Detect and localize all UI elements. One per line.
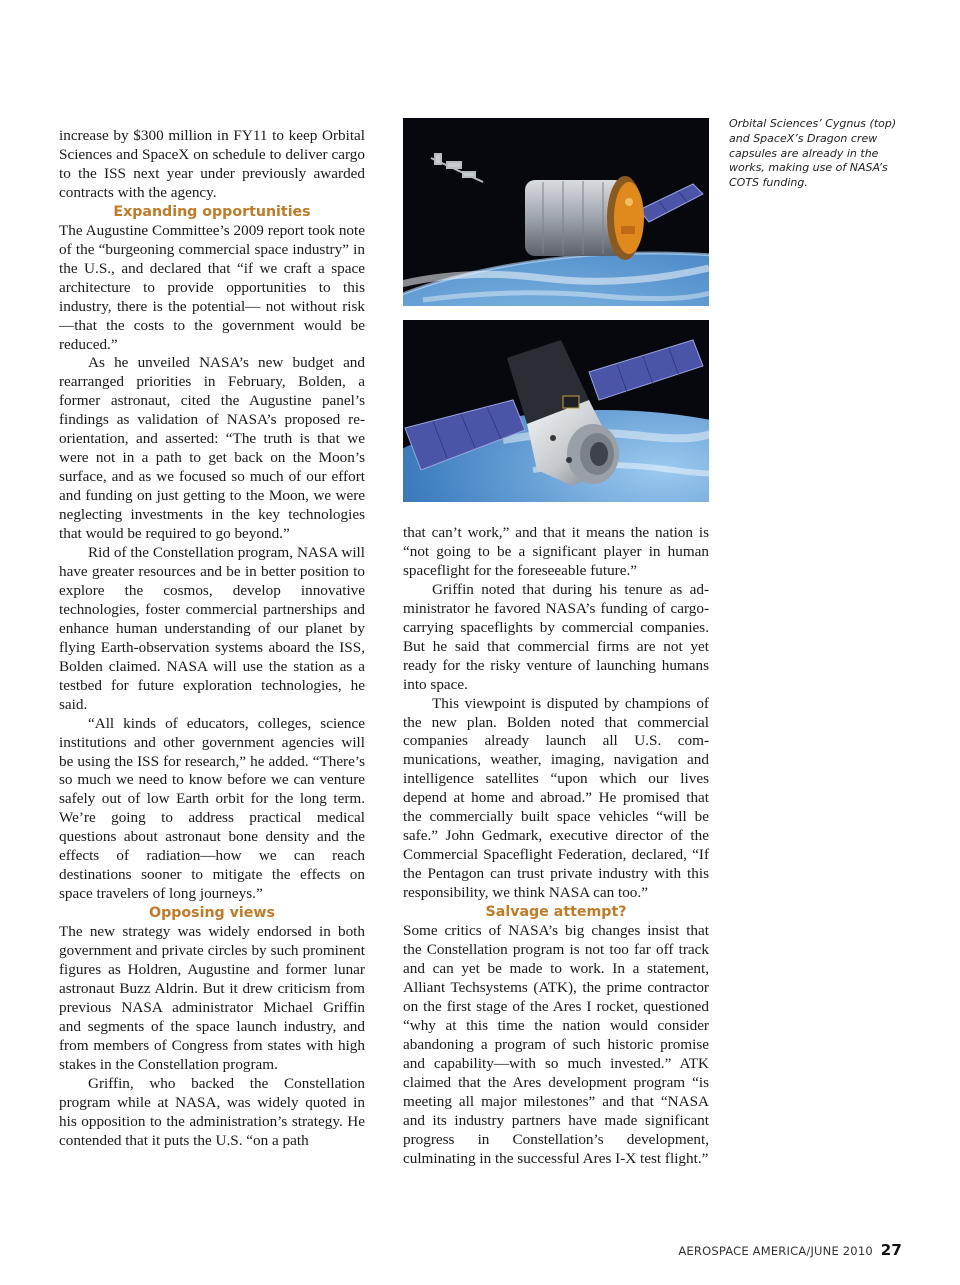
middle-column bbox=[403, 524, 709, 1168]
paragraph: The Augustine Committee’s 2009 report took note of the “burgeoning commercial space industry” in the U.S., and declared that “if we craft a space architecture to provide opportunities to this industry, there is the potential— not without risk—that the costs to the government would be reduced.” bbox=[59, 221, 365, 353]
cygnus-capsule-photo bbox=[403, 118, 709, 306]
paragraph: Griffin, who backed the Constellation program while at NASA, was widely quoted in his opposition to the administration’s strategy. He contended that it puts the U.S. “on a path bbox=[59, 1074, 365, 1149]
paragraph: Some critics of NASA’s big changes insist that the Constellation program is not too far off track and can yet be made to work. In a statement, Alliant Techsystems (ATK), the prime contractor on the first stage of the Ares I rocket, questioned “why at this time the nation would consider abandoning a program of such historic promise and capability—with so much invested.” ATK claimed that the Ares development program “is meeting all major milestones” and that “NASA and its industry partners have made significant progress in Constellation’s development, culminating in the successful Ares I-X test flight.” bbox=[403, 922, 709, 1167]
publication-title: AEROSPACE AMERICA/JUNE 2010 bbox=[678, 1244, 873, 1258]
paragraph: As he unveiled NASA’s new budget and rearranged priorities in February, Bolden, a former astronaut, cited the Augustine panel’s findings as validation of NASA’s proposed reorientation, and asserted: “The truth is that we were not in a path to get back on the Moon’s surface, and as we focused so much of our effort and funding on just getting to the Moon, we were neglecting investments in the key technologies that would be required to go beyond.” bbox=[59, 354, 365, 543]
page-footer bbox=[678, 1241, 902, 1259]
paragraph: The new strategy was widely endorsed in both government and private circles by such prominent figures as Holdren, Augustine and former lunar astronaut Buzz Aldrin. But it drew criticism from previous NASA administrator Michael Griffin and segments of the space launch industry, and from members of Congress from states with high stakes in the Constellation program. bbox=[59, 923, 365, 1073]
left-column bbox=[59, 127, 365, 1151]
paragraph: “All kinds of educators, colleges, science institutions and other government agencies will be using the ISS for research,” he added. “There’s so much we need to know before we can venture safely out of low Earth orbit for the long term. We’re going to address practical medical questions about astronaut bone density and the effects of radiation—how we can reach destinations sooner to mitigate the effects on space travelers of long journeys.” bbox=[59, 714, 365, 903]
paragraph: Rid of the Constellation program, NASA will have greater resources and be in better position to explore the cosmos, develop innovative technologies, foster commercial partnerships and enhance human understanding of our planet by flying Earth-observation systems aboard the ISS, Bolden claimed. NASA will use the station as a testbed for future exploration technologies, he said. bbox=[59, 544, 365, 713]
photo-caption: Orbital Sciences’ Cygnus (top) and SpaceX’s Dragon crew capsules are already in the works, making use of NASA’s COTS funding. bbox=[729, 117, 897, 190]
paragraph: that can’t work,” and that it means the nation is “not going to be a significant player in human spaceflight for the foreseeable future.” bbox=[403, 524, 709, 579]
page-number: 27 bbox=[880, 1241, 902, 1259]
section-heading-opposing-views: Opposing views bbox=[149, 905, 275, 922]
paragraph: This viewpoint is disputed by champions of the new plan. Bolden noted that commercial companies already launch all U.S. communications, weather, imaging, navigation and intelligence satellites “upon which our lives depend at home and abroad.” He promised that the commercially built space vehicles “will be safe.” John Gedmark, executive director of the Commercial Spaceflight Federation, declared, “If the Pentagon can trust private industry with this responsibility, we think NASA can too.” bbox=[403, 694, 709, 902]
section-heading-salvage-attempt: Salvage attempt? bbox=[485, 904, 627, 921]
paragraph: increase by $300 million in FY11 to keep Orbital Sciences and SpaceX on schedule to deliver cargo to the ISS next year under previously awarded contracts with the agency. bbox=[59, 127, 365, 201]
dragon-capsule-photo bbox=[403, 320, 709, 502]
section-heading-expanding-opportunities: Expanding opportunities bbox=[113, 203, 311, 220]
paragraph: Griffin noted that during his tenure as administrator he favored NASA’s funding of cargo-carrying spaceflights by commercial companies. But he said that commercial firms are not yet ready for the risky venture of launching humans into space. bbox=[403, 580, 709, 693]
